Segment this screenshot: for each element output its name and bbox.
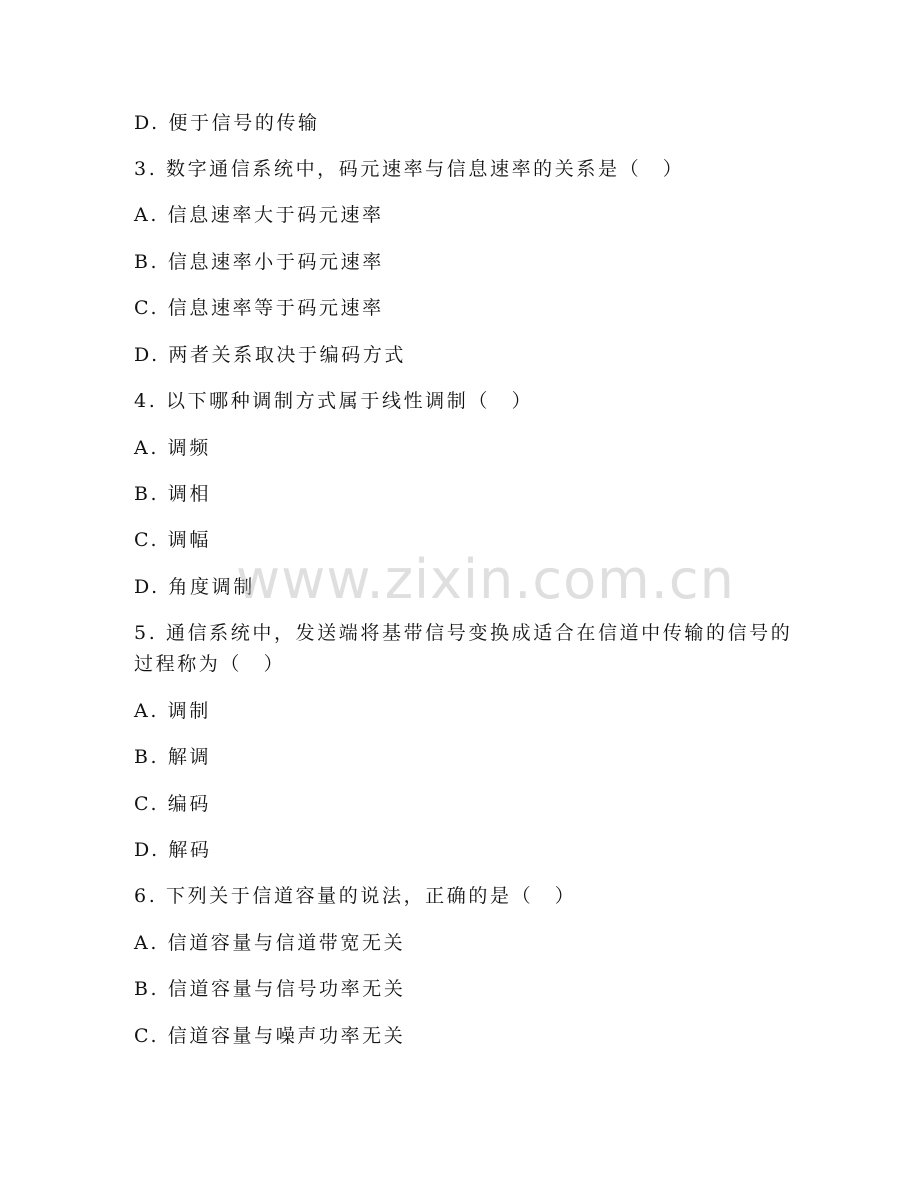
q4-option-b: B. 调相	[134, 483, 212, 505]
q3-option-b: B. 信息速率小于码元速率	[134, 251, 384, 273]
q5-option-b: B. 解调	[134, 746, 212, 768]
question-5-stem-line-1: 5. 通信系统中，发送端将基带信号变换成适合在信道中传输的信号的	[134, 622, 793, 644]
q4-option-a: A. 调频	[134, 437, 211, 459]
q6-option-b: B. 信道容量与信号功率无关	[134, 978, 406, 1000]
question-3-stem: 3. 数字通信系统中，码元速率与信息速率的关系是（ ）	[134, 158, 685, 180]
question-4-stem: 4. 以下哪种调制方式属于线性调制（ ）	[134, 390, 534, 412]
q3-option-c: C. 信息速率等于码元速率	[134, 297, 384, 319]
q3-option-a: A. 信息速率大于码元速率	[134, 204, 384, 226]
question-5-stem-line-2: 过程称为（ ）	[134, 653, 286, 675]
q4-option-d: D. 角度调制	[134, 576, 255, 598]
q3-option-d: D. 两者关系取决于编码方式	[134, 344, 407, 366]
q5-option-a: A. 调制	[134, 700, 211, 722]
q4-option-c: C. 调幅	[134, 529, 211, 551]
watermark: www.zixin.com.cn	[236, 548, 735, 611]
q2-option-d: D. 便于信号的传输	[134, 112, 320, 134]
q5-option-c: C. 编码	[134, 793, 211, 815]
q6-option-c: C. 信道容量与噪声功率无关	[134, 1025, 406, 1047]
q6-option-a: A. 信道容量与信道带宽无关	[134, 932, 406, 954]
question-6-stem: 6. 下列关于信道容量的说法，正确的是（ ）	[134, 885, 577, 907]
q5-option-d: D. 解码	[134, 839, 212, 861]
